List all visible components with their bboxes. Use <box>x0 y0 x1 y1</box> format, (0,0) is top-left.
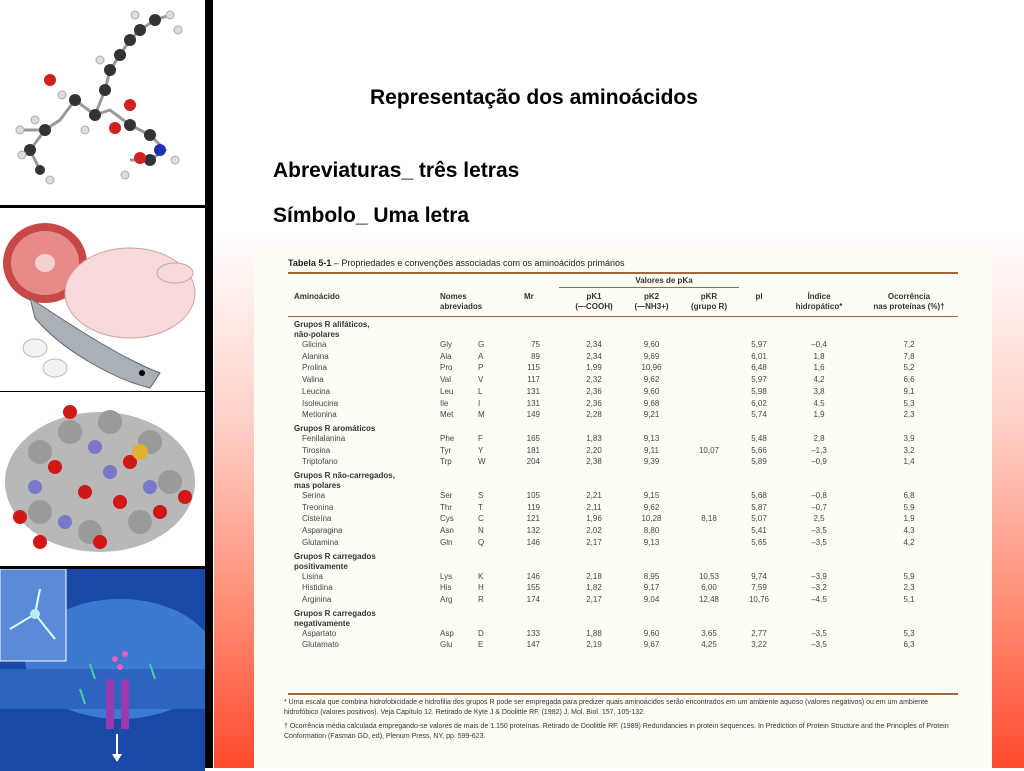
three-letter-code: Ser <box>440 491 453 500</box>
pk2-value: 9,17 <box>643 583 660 593</box>
group-heading: Grupos R aromáticos <box>294 423 376 433</box>
three-letter-code: Asp <box>440 628 454 638</box>
occurrence-value: 4,2 <box>903 537 915 547</box>
amino-acid-name: Histidina <box>302 583 333 593</box>
three-letter-code: His <box>440 583 452 593</box>
pi-value: 3,22 <box>751 640 767 650</box>
names-header: Nomes abreviados <box>440 292 483 311</box>
three-letter-code: Pro <box>440 363 453 373</box>
occurrence-value: 2,3 <box>903 410 915 420</box>
one-letter-code: Q <box>478 537 485 547</box>
three-letter-code: Ile <box>440 398 449 408</box>
occurrence-value: 9,1 <box>903 386 915 396</box>
one-letter-code: F <box>478 433 483 443</box>
three-letter-code: Phe <box>440 433 455 443</box>
molar-mass: 132 <box>526 526 540 536</box>
amino-acid-table <box>254 250 992 768</box>
amino-acid-name: Cisteína <box>302 514 332 524</box>
pi-header: pI <box>755 292 763 301</box>
protein-image <box>0 392 205 564</box>
amino-acid-name: Glicina <box>302 340 327 349</box>
pk1-value: 1,82 <box>586 583 602 593</box>
pk1-value: 1,96 <box>586 514 602 524</box>
hydropathy-value: –1,3 <box>811 445 827 455</box>
abbreviation-line: Abreviaturas_ três letras <box>273 159 520 182</box>
pi-value: 2,77 <box>751 628 767 638</box>
molar-mass: 204 <box>526 457 540 467</box>
one-letter-code: L <box>478 386 483 396</box>
pk1-value: 2,38 <box>586 457 602 467</box>
pk2-value: 9,60 <box>643 386 660 396</box>
amino-acid-name: Leucina <box>302 386 331 396</box>
one-letter-code: K <box>478 571 484 581</box>
pk1-value: 2,20 <box>586 445 602 455</box>
one-letter-code: S <box>478 491 484 500</box>
pk2-value: 9,69 <box>643 351 660 361</box>
amino-acid-name: Triptofano <box>302 457 338 467</box>
table-row <box>288 375 958 386</box>
molar-mass: 75 <box>531 340 540 349</box>
amino-acid-name: Isoleucina <box>302 398 339 408</box>
table-row <box>288 572 958 583</box>
occurrence-header: Ocorrência nas proteínas (%)† <box>873 292 945 311</box>
pk1-value: 2,28 <box>586 410 602 420</box>
pk1-value: 2,21 <box>586 491 602 500</box>
molar-mass: 131 <box>526 386 540 396</box>
hydropathy-value: 4,5 <box>813 398 825 408</box>
pi-value: 5,66 <box>751 445 767 455</box>
footnote-occurrence: † Ocorrência média calculada empregando-se valores de mais de 1.150 proteínas. Retirado de Doolittle RF. (1989) Redundancies in protein sequences. In Prediction of Protein Structure and the Principles of Protein Conformation (Fasman GD, ed), Plenum Press, NY, pp. 599-623. <box>284 723 949 740</box>
pi-value: 5,97 <box>751 375 767 385</box>
group-heading: Grupos R não-carregados, mas polares <box>294 471 395 490</box>
amino-acid-name: Tirosina <box>302 445 331 455</box>
one-letter-code: W <box>478 457 486 467</box>
hydropathy-value: 2,5 <box>813 514 825 524</box>
three-letter-code: Arg <box>440 594 453 604</box>
occurrence-value: 1,9 <box>903 514 915 524</box>
pk2-value: 10,28 <box>641 514 662 524</box>
molar-mass: 119 <box>527 502 540 512</box>
pi-value: 9,74 <box>751 571 767 581</box>
table-row <box>288 503 958 514</box>
group-heading: Grupos R carregados negativamente <box>294 608 376 628</box>
amino-acid-name: Arginina <box>302 594 332 604</box>
table-row <box>288 583 958 594</box>
pk2-value: 9,39 <box>643 457 660 467</box>
table-row <box>288 491 958 502</box>
pkr-value: 3,65 <box>701 628 717 638</box>
pi-value: 5,07 <box>751 514 767 524</box>
table-bottom-rule <box>288 693 958 695</box>
group-heading: Grupos R alifáticos, não-polares <box>294 320 370 339</box>
mr-header: Mr <box>524 292 534 301</box>
three-letter-code: Leu <box>440 386 454 396</box>
one-letter-code: P <box>478 363 484 373</box>
table-row <box>288 399 958 410</box>
molar-mass: 146 <box>526 571 540 581</box>
pk2-value: 8,80 <box>643 526 660 536</box>
table-row <box>288 340 958 351</box>
pk1-value: 2,11 <box>586 502 602 512</box>
pi-value: 7,59 <box>751 583 767 593</box>
occurrence-value: 6,3 <box>903 640 915 650</box>
table-row <box>288 595 958 606</box>
pi-value: 5,89 <box>751 457 767 467</box>
pk2-value: 9,21 <box>643 410 660 420</box>
hydropathy-value: –3,5 <box>811 537 827 547</box>
pk1-value: 2,32 <box>586 375 602 385</box>
pk2-value: 9,13 <box>643 433 660 443</box>
amino-acid-name: Serina <box>302 491 326 500</box>
amino-acid-name: Glutamato <box>302 640 339 650</box>
table-row <box>288 352 958 363</box>
molar-mass: 89 <box>531 351 540 361</box>
pk2-header: pK2 (—NH3+) <box>634 292 669 311</box>
hydropathy-header: Índice hidropático* <box>795 292 843 311</box>
pk2-value: 9,68 <box>643 398 660 408</box>
occurrence-value: 6,8 <box>903 491 915 500</box>
one-letter-code: V <box>478 375 484 385</box>
one-letter-code: R <box>478 594 484 604</box>
hydropathy-value: –3,2 <box>811 583 827 593</box>
pi-value: 6,48 <box>751 363 767 373</box>
table-row <box>288 629 958 640</box>
footnote-hydropathy: * Uma escala que combina hidrofobicidade e hidrofilia dos grupos R pode ser empregada para predizer quais aminoácidos serão encontrados em um ambiente aquoso (valores negativos) ou em um ambiente hidrofóbico (valores positivos). Veja Capítulo 12. Retirado de Kyte J & Doolittle RF. (1982) J. Mol. Biol. 157, 105-132. <box>284 699 928 716</box>
header-bottom-rule <box>288 316 958 317</box>
cell-image <box>0 566 205 771</box>
pk1-value: 2,34 <box>586 351 602 361</box>
hydropathy-value: –0,9 <box>811 457 827 467</box>
one-letter-code: T <box>478 502 483 512</box>
pkr-value: 10,53 <box>698 571 720 581</box>
pi-value: 6,02 <box>751 398 767 408</box>
pkr-value: 12,48 <box>698 594 720 604</box>
three-letter-code: Tyr <box>440 445 452 455</box>
occurrence-value: 7,2 <box>903 340 915 349</box>
occurrence-value: 5,3 <box>903 628 915 638</box>
pkr-value: 4,25 <box>701 640 717 650</box>
pk2-value: 9,67 <box>643 640 660 650</box>
amino-acid-name: Glutamina <box>302 537 339 547</box>
occurrence-value: 5,3 <box>903 398 915 408</box>
three-letter-code: Trp <box>440 457 452 467</box>
pkr-value: 10,07 <box>698 445 720 455</box>
amino-acid-name: Treonina <box>302 502 334 512</box>
table-row <box>288 363 958 374</box>
hydropathy-value: –3,5 <box>811 526 827 536</box>
table-row <box>288 526 958 537</box>
occurrence-value: 3,2 <box>903 445 915 455</box>
table-row <box>288 514 958 525</box>
molar-mass: 105 <box>526 491 540 500</box>
three-letter-code: Cys <box>440 514 454 524</box>
pk2-value: 9,62 <box>643 502 660 512</box>
molar-mass: 181 <box>526 445 540 455</box>
occurrence-value: 5,9 <box>903 502 915 512</box>
hydropathy-value: –0,8 <box>811 491 827 500</box>
molar-mass: 165 <box>526 433 540 443</box>
pi-value: 5,41 <box>751 526 767 536</box>
amino-acid-name: Asparagina <box>302 526 343 536</box>
molecule-image <box>0 0 205 196</box>
three-letter-code: Lys <box>440 571 453 581</box>
pk1-value: 2,19 <box>586 640 602 650</box>
pi-value: 5,87 <box>751 502 767 512</box>
pk1-value: 2,36 <box>586 398 602 408</box>
one-letter-code: D <box>478 628 484 638</box>
amino-acid-name: Alanina <box>302 351 329 361</box>
occurrence-value: 5,2 <box>903 363 915 373</box>
left-image-column <box>0 0 214 768</box>
table-row <box>288 410 958 421</box>
hydropathy-value: 3,8 <box>813 386 825 396</box>
divider-bar <box>205 0 213 768</box>
table-row <box>288 457 958 468</box>
pi-value: 6,01 <box>751 351 767 361</box>
pk2-value: 9,15 <box>643 491 660 500</box>
table-row <box>288 387 958 398</box>
hydropathy-value: –3,5 <box>811 628 827 638</box>
table-row <box>288 434 958 445</box>
three-letter-code: Ala <box>440 351 452 361</box>
pi-value: 5,65 <box>751 537 767 547</box>
symbol-line: Símbolo_ Uma letra <box>273 204 470 227</box>
amino-acid-name: Valina <box>302 375 324 385</box>
occurrence-value: 1,4 <box>903 457 915 467</box>
occurrence-value: 7,8 <box>903 351 915 361</box>
molar-mass: 115 <box>527 363 540 373</box>
pk2-value: 9,11 <box>644 445 659 455</box>
occurrence-value: 6,6 <box>903 375 915 385</box>
molar-mass: 121 <box>526 514 540 524</box>
table-row <box>288 446 958 457</box>
table-row <box>288 640 958 651</box>
three-letter-code: Gln <box>440 537 453 547</box>
pk2-value: 10,96 <box>641 363 662 373</box>
occurrence-value: 5,9 <box>903 571 915 581</box>
hydropathy-value: –0,4 <box>811 340 827 349</box>
group-heading: Grupos R carregados positivamente <box>294 551 376 571</box>
pk1-value: 2,18 <box>586 571 602 581</box>
one-letter-code: C <box>478 514 484 524</box>
pi-value: 5,48 <box>751 433 767 443</box>
pk1-value: 1,83 <box>586 433 602 443</box>
three-letter-code: Gly <box>440 340 452 349</box>
pk2-value: 9,13 <box>643 537 660 547</box>
hydropathy-value: –4,5 <box>811 594 827 604</box>
pi-value: 5,97 <box>751 340 767 349</box>
one-letter-code: A <box>478 351 484 361</box>
molar-mass: 155 <box>526 583 540 593</box>
pk1-value: 2,02 <box>586 526 602 536</box>
hydropathy-value: –3,9 <box>811 571 827 581</box>
amino-acid-name: Metionina <box>302 410 337 420</box>
three-letter-code: Val <box>440 375 451 385</box>
molar-mass: 174 <box>526 594 540 604</box>
occurrence-value: 5,1 <box>903 594 915 604</box>
hydropathy-value: –3,5 <box>811 640 827 650</box>
pk2-value: 9,62 <box>643 375 660 385</box>
table-caption: Tabela 5-1 – Propriedades e convenções associadas com os aminoácidos primários <box>288 258 625 268</box>
molar-mass: 146 <box>526 537 540 547</box>
slide-title: Representação dos aminoácidos <box>370 86 698 109</box>
three-letter-code: Thr <box>440 502 452 512</box>
three-letter-code: Met <box>440 410 454 420</box>
one-letter-code: G <box>478 340 485 349</box>
occurrence-value: 2,3 <box>903 583 915 593</box>
pka-rule <box>559 287 739 288</box>
one-letter-code: H <box>478 583 484 593</box>
pi-value: 10,76 <box>748 594 770 604</box>
pk1-value: 2,17 <box>586 537 602 547</box>
pi-value: 5,98 <box>751 386 767 396</box>
pk1-value: 2,36 <box>586 386 602 396</box>
one-letter-code: N <box>478 526 484 536</box>
one-letter-code: E <box>478 640 484 650</box>
pk2-value: 9,04 <box>643 594 660 604</box>
three-letter-code: Asn <box>440 526 454 536</box>
aminoacid-header: Aminoácido <box>294 292 340 301</box>
pkr-value: 6,00 <box>701 583 717 593</box>
pk1-header: pK1 (—COOH) <box>575 292 613 311</box>
hydropathy-value: 2,8 <box>813 433 825 443</box>
pkr-header: pKR (grupo R) <box>691 292 727 311</box>
amino-acid-name: Fenilalanina <box>302 433 346 443</box>
pkr-value: 8,18 <box>701 514 717 524</box>
one-letter-code: I <box>478 398 481 408</box>
molar-mass: 117 <box>527 375 540 385</box>
three-letter-code: Glu <box>440 640 453 650</box>
molar-mass: 149 <box>526 410 540 420</box>
pi-value: 5,68 <box>751 491 767 500</box>
pk2-value: 8,95 <box>643 571 660 581</box>
pk1-value: 2,34 <box>586 340 602 349</box>
pk1-value: 1,99 <box>586 363 602 373</box>
molar-mass: 147 <box>526 640 540 650</box>
hydropathy-value: –0,7 <box>811 502 827 512</box>
table-row <box>288 538 958 549</box>
pk2-value: 9,60 <box>643 340 660 349</box>
occurrence-value: 4,3 <box>903 526 915 536</box>
pka-group-header: Valores de pKa <box>635 276 693 285</box>
occurrence-value: 3,9 <box>903 433 915 443</box>
pk1-value: 1,88 <box>586 628 602 638</box>
pi-value: 5,74 <box>751 410 767 420</box>
amino-acid-name: Aspartato <box>302 628 337 638</box>
food-image <box>0 205 205 394</box>
table-top-rule <box>288 272 958 274</box>
hydropathy-value: 1,8 <box>813 351 825 361</box>
one-letter-code: Y <box>478 445 484 455</box>
amino-acid-name: Prolina <box>302 363 327 373</box>
hydropathy-value: 1,9 <box>813 410 825 420</box>
amino-acid-name: Lisina <box>302 571 323 581</box>
hydropathy-value: 4,2 <box>813 375 825 385</box>
pk1-value: 2,17 <box>586 594 602 604</box>
one-letter-code: M <box>478 410 485 420</box>
molar-mass: 131 <box>526 398 540 408</box>
hydropathy-value: 1,6 <box>813 363 825 373</box>
molar-mass: 133 <box>526 628 540 638</box>
pk2-value: 9,60 <box>643 628 660 638</box>
